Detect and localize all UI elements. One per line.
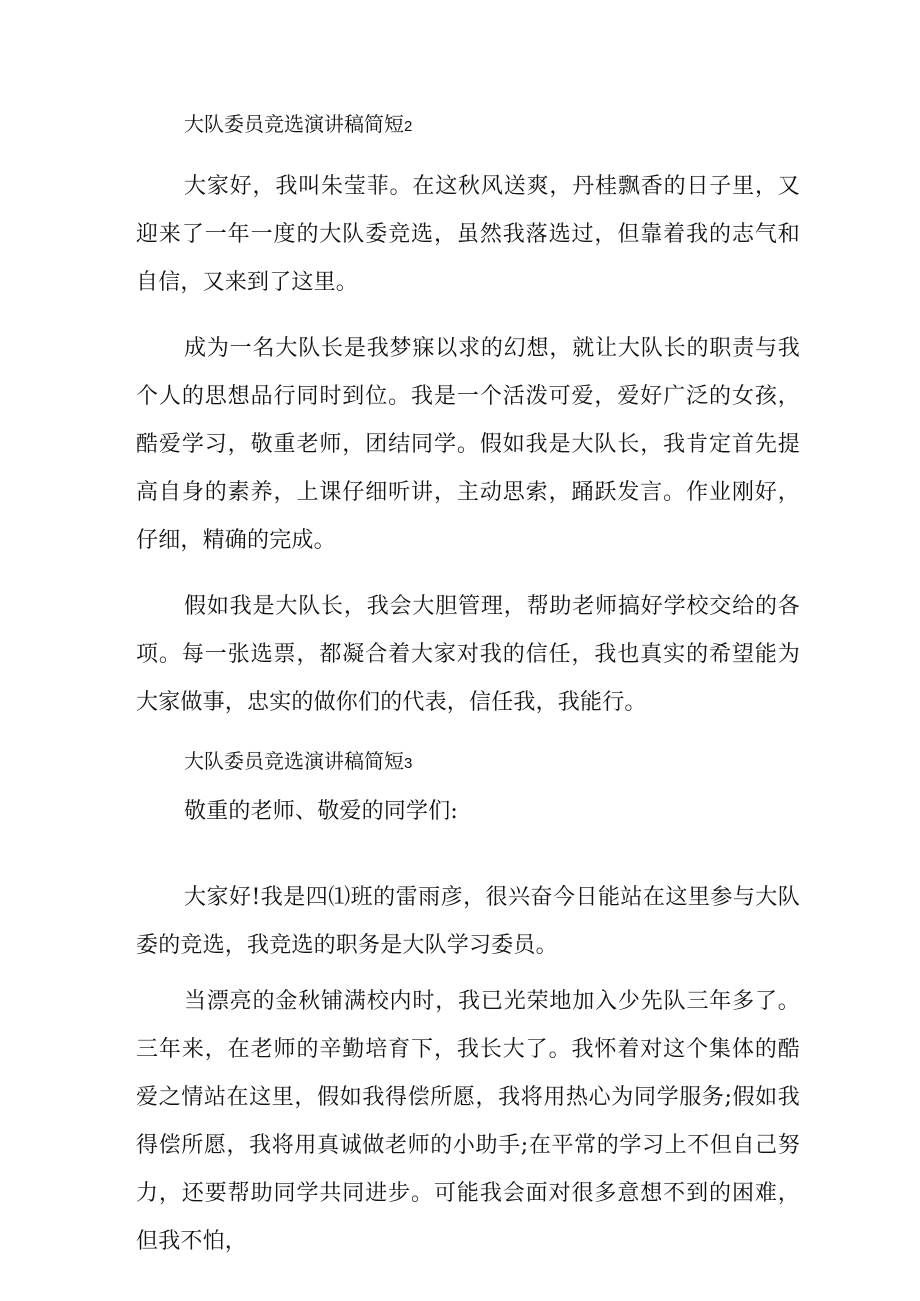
paragraph: 假如我是大队长，我会大胆管理，帮助老师搞好学校交给的各项。每一张选票，都凝合着大家对我的信任，我也真实的希望能为大家做事，忠实的做你们的代表，信任我，我能行。	[136, 594, 800, 715]
section-title-number: 3	[404, 755, 413, 772]
section-title-text: 大队委员竞选演讲稿简短	[184, 749, 404, 773]
section-title	[136, 749, 800, 776]
paragraph: 大家好，我叫朱莹菲。在这秋风送爽，丹桂飘香的日子里，又迎来了一年一度的大队委竞选，虽然我落选过，但靠着我的志气和自信，又来到了这里。	[136, 174, 800, 295]
section-title-text: 大队委员竞选演讲稿简短	[184, 112, 404, 136]
document-body	[136, 112, 800, 1266]
salutation: 敬重的老师、敬爱的同学们:	[184, 799, 459, 824]
section-title-number: 2	[404, 118, 413, 135]
paragraph: 当漂亮的金秋铺满校内时，我已光荣地加入少先队三年多了。三年来，在老师的辛勤培育下，我长大了。我怀着对这个集体的酷爱之情站在这里，假如我得偿所愿，我将用热心为同学服务;假如我得偿所愿，我将用真诚做老师的小助手;在平常的学习上不但自己努力，还要帮助同学共同进步。可能我会面对很多意想不到的困难，但我不怕，	[136, 989, 800, 1254]
paragraph: 大家好!我是四⑴班的雷雨彦，很兴奋今日能站在这里参与大队委的竞选，我竞选的职务是大队学习委员。	[136, 885, 800, 958]
section-title	[136, 112, 800, 139]
paragraph: 成为一名大队长是我梦寐以求的幻想，就让大队长的职责与我个人的思想品行同时到位。我是一个活泼可爱，爱好广泛的女孩，酷爱学习，敬重老师，团结同学。假如我是大队长，我肯定首先提高自身的素养，上课仔细听讲，主动思索，踊跃发言。作业刚好，仔细，精确的完成。	[136, 336, 800, 553]
